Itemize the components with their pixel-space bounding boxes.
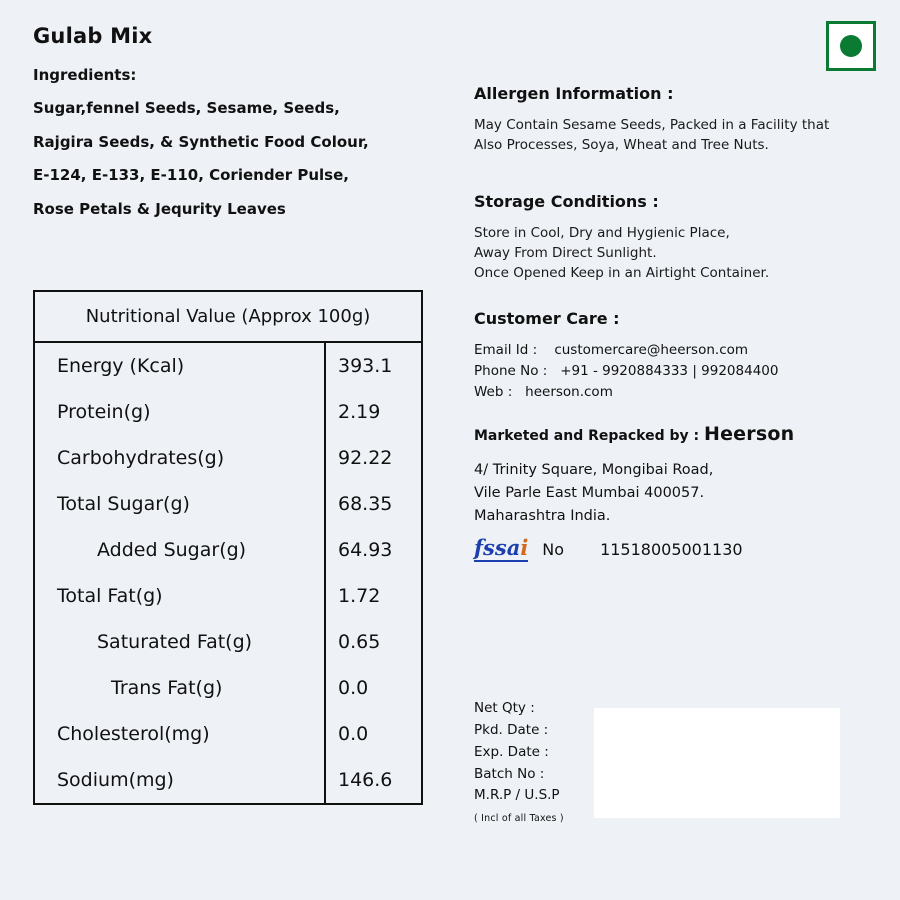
table-row: [35, 527, 421, 573]
nutrient-name: Total Sugar(g): [35, 481, 326, 527]
storage-title: Storage Conditions :: [474, 191, 659, 211]
ingredient-line: Rose Petals & Jequrity Leaves: [33, 199, 286, 218]
email-value: customercare@heerson.com: [554, 342, 749, 359]
mrp-label: M.R.P / U.S.P: [474, 787, 560, 804]
table-row: [35, 573, 421, 619]
details-column: [474, 84, 884, 562]
customer-care-title: Customer Care :: [474, 309, 620, 329]
nutrition-table: [33, 290, 423, 805]
expiry-date-label: Exp. Date :: [474, 743, 549, 760]
packed-date-label: Pkd. Date :: [474, 721, 549, 738]
customer-care-web-row: [474, 382, 884, 403]
nutrient-name: Protein(g): [35, 389, 326, 435]
batch-no-label: Batch No :: [474, 765, 545, 782]
customer-care-section: [474, 309, 884, 403]
nutrient-name: Added Sugar(g): [35, 527, 326, 573]
fssai-no-label: No: [542, 539, 565, 559]
fssai-number: 11518005001130: [600, 539, 743, 559]
phone-label: Phone No :: [474, 363, 548, 380]
storage-line: Store in Cool, Dry and Hygienic Place,: [474, 224, 730, 241]
page-title: Gulab Mix: [33, 24, 153, 48]
nutrient-value: 0.65: [338, 631, 381, 653]
table-row: [35, 389, 421, 435]
address-line: 4/ Trinity Square, Mongibai Road,: [474, 462, 714, 479]
vegetarian-dot-icon: [840, 35, 862, 57]
nutrient-value: 64.93: [338, 539, 393, 561]
table-row: [35, 711, 421, 757]
table-row: [35, 757, 421, 803]
ingredient-line: Rajgira Seeds, & Synthetic Food Colour,: [33, 132, 369, 151]
table-row: [35, 619, 421, 665]
address-line: Maharashtra India.: [474, 508, 611, 525]
customer-care-phone-row: [474, 361, 884, 382]
net-qty-labels: [474, 698, 594, 827]
allergen-title: Allergen Information :: [474, 84, 674, 103]
fssai-row: [474, 534, 884, 562]
ingredients-label: Ingredients:: [33, 66, 137, 84]
nutrient-value: 0.0: [338, 677, 369, 699]
nutrient-value: 92.22: [338, 447, 393, 469]
nutrient-name: Cholesterol(mg): [35, 711, 326, 757]
table-row: [35, 665, 421, 711]
web-value: heerson.com: [525, 384, 613, 401]
fssai-logo-icon: fssai: [474, 534, 529, 560]
nutrient-value: 2.19: [338, 401, 381, 423]
nutrient-name: Saturated Fat(g): [35, 619, 326, 665]
allergen-line: May Contain Sesame Seeds, Packed in a Facility that: [474, 117, 830, 133]
nutrient-name: Carbohydrates(g): [35, 435, 326, 481]
net-qty-label: Net Qty :: [474, 700, 535, 716]
ingredient-line: E-124, E-133, E-110, Coriender Pulse,: [33, 166, 349, 184]
marketed-by-row: [474, 423, 884, 445]
marketed-by-label: Marketed and Repacked by :: [474, 428, 700, 445]
nutrient-name: Trans Fat(g): [35, 665, 326, 711]
vegetarian-mark: [826, 21, 876, 71]
allergen-section: [474, 84, 884, 156]
net-qty-section: [474, 698, 844, 827]
web-label: Web :: [474, 384, 513, 401]
storage-section: [474, 192, 884, 284]
phone-value: +91 - 9920884333 | 992084400: [560, 363, 779, 380]
storage-line: Once Opened Keep in an Airtight Container.: [474, 265, 770, 281]
ingredient-line: Sugar,fennel Seeds, Sesame, Seeds,: [33, 99, 340, 117]
nutrient-name: Energy (Kcal): [35, 343, 326, 389]
brand-name: Heerson: [703, 423, 795, 446]
nutrient-value: 0.0: [338, 723, 369, 745]
customer-care-email-row: [474, 340, 884, 361]
tax-footnote: ( Incl of all Taxes ): [474, 813, 564, 825]
address-line: Vile Parle East Mumbai 400057.: [474, 485, 705, 502]
nutrition-table-header: Nutritional Value (Approx 100g): [35, 292, 421, 343]
nutrient-value: 393.1: [338, 355, 393, 377]
allergen-line: Also Processes, Soya, Wheat and Tree Nuts.: [474, 137, 769, 154]
nutrient-name: Sodium(mg): [35, 757, 326, 803]
table-row: [35, 343, 421, 389]
email-label: Email Id :: [474, 342, 538, 359]
table-row: [35, 435, 421, 481]
nutrient-name: Total Fat(g): [35, 573, 326, 619]
table-row: [35, 481, 421, 527]
nutrient-value: 146.6: [338, 769, 393, 791]
product-info-column: [33, 24, 433, 234]
nutrient-value: 1.72: [338, 585, 381, 607]
storage-line: Away From Direct Sunlight.: [474, 244, 657, 261]
nutrient-value: 68.35: [338, 493, 393, 515]
